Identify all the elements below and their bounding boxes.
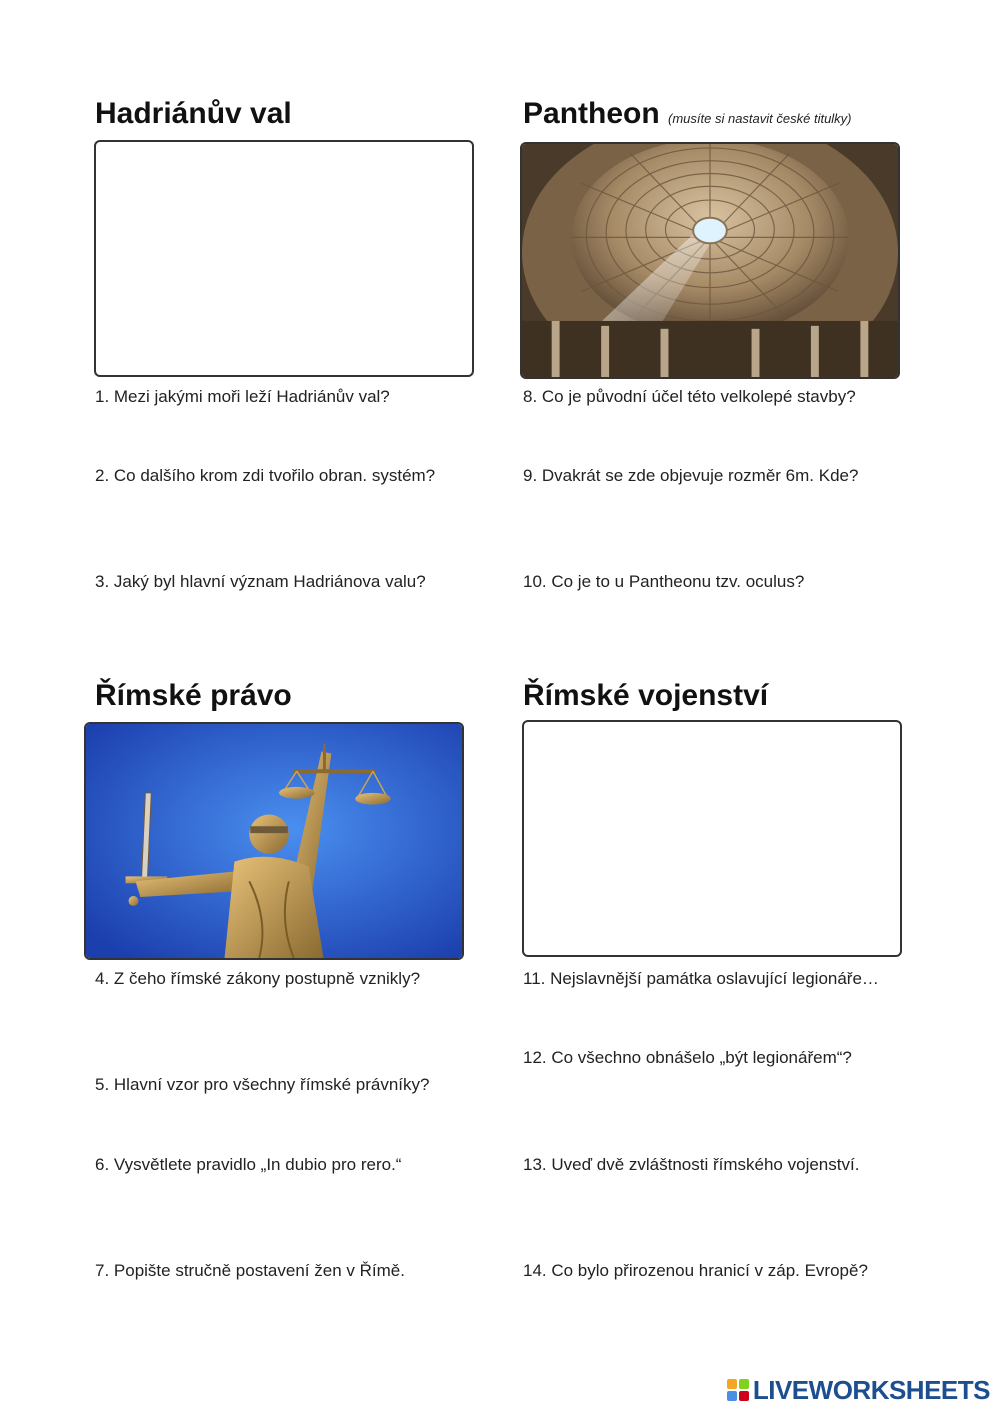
pantheon-dome-image (520, 142, 900, 379)
logo-block-2 (739, 1379, 749, 1389)
question-10: 10. Co je to u Pantheonu tzv. oculus? (523, 572, 805, 591)
logo-blocks-icon (727, 1379, 749, 1401)
question-12: 12. Co všechno obnášelo „být legionářem“? (523, 1048, 852, 1067)
question-11: 11. Nejslavnější památka oslavující legionáře… (523, 969, 879, 988)
hadrian-video-placeholder[interactable] (94, 140, 474, 377)
question-7: 7. Popište stručně postavení žen v Římě. (95, 1261, 405, 1280)
pantheon-title-text: Pantheon (523, 97, 660, 130)
question-14: 14. Co bylo přirozenou hranicí v záp. Evropě? (523, 1261, 868, 1280)
logo-brand-text: LIVEWORKSHEETS (752, 1374, 990, 1405)
lady-justice-image (84, 722, 464, 960)
logo-block-3 (727, 1391, 737, 1401)
logo-block-1 (727, 1379, 737, 1389)
question-13: 13. Uveď dvě zvláštnosti římského vojenství. (523, 1155, 860, 1174)
question-8: 8. Co je původní účel této velkolepé stavby? (523, 387, 856, 406)
question-6: 6. Vysvětlete pravidlo „In dubio pro rero.“ (95, 1155, 402, 1174)
pantheon-subtitle-note: (musíte si nastavit české titulky) (668, 111, 852, 126)
military-video-placeholder[interactable] (522, 720, 902, 957)
question-3: 3. Jaký byl hlavní význam Hadriánova valu? (95, 572, 426, 591)
question-2: 2. Co dalšího krom zdi tvořilo obran. systém? (95, 466, 436, 485)
question-9: 9. Dvakrát se zde objevuje rozměr 6m. Kde? (523, 466, 859, 485)
pantheon-dome-illustration (522, 144, 898, 377)
section-title-hadrian: Hadriánův val (95, 97, 292, 130)
liveworksheets-logo[interactable] (727, 1375, 990, 1405)
question-4: 4. Z čeho římské zákony postupně vznikly? (95, 969, 421, 988)
question-5: 5. Hlavní vzor pro všechny římské právníky? (95, 1075, 430, 1094)
section-title-pantheon (523, 97, 852, 131)
question-1: 1. Mezi jakými moři leží Hadriánův val? (95, 387, 390, 406)
section-title-military: Římské vojenství (523, 679, 769, 712)
lady-justice-illustration (86, 724, 462, 958)
logo-block-4 (739, 1391, 749, 1401)
section-title-law: Římské právo (95, 679, 292, 712)
